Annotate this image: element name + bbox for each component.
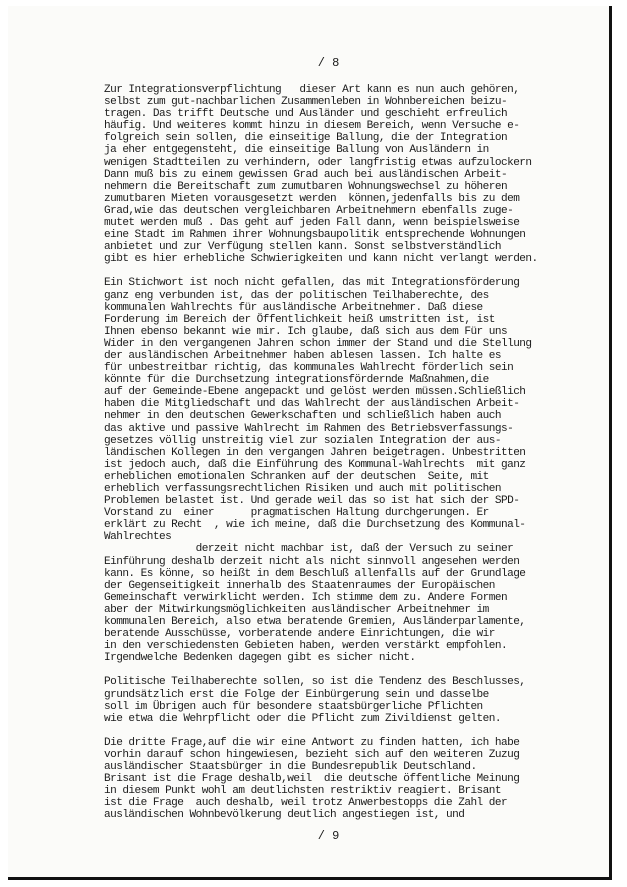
text-line: der ausländischen Arbeitnehmer haben ablesen lassen. Ich halte es bbox=[104, 349, 501, 362]
text-line: wie etwa die Wehrpflicht oder die Pflicht zum Zivildienst gelten. bbox=[104, 712, 501, 725]
text-line: in den verschiedensten Gebieten haben, werden verstärkt empfohlen. bbox=[104, 640, 508, 653]
text-line: kann. Es könne, so heißt in dem Beschluß allenfalls auf der Grundlage bbox=[104, 567, 526, 580]
text-line: kommunalen Bereich, also etwa beratende Gremien, Ausländerparlamente, bbox=[104, 616, 526, 629]
text-line: Zur Integrationsverpflichtung dieser Art kann es nun auch gehören, bbox=[104, 84, 520, 96]
page-number-top: / 8 bbox=[317, 56, 340, 70]
page-number-bottom: / 9 bbox=[317, 829, 340, 843]
text-line: folgreich sein sollen, die einseitige Ballung, die der Integration bbox=[104, 132, 508, 145]
text-line: grundsätzlich erst die Folge der Einbürgerung sein und dasselbe bbox=[104, 688, 489, 701]
paragraph-2 bbox=[104, 277, 609, 664]
paragraph-4 bbox=[104, 737, 609, 822]
text-line: aber der Mitwirkungsmöglichkeiten ausländischer Arbeitnehmer im bbox=[104, 603, 489, 616]
text-line: Wahlrechtes bbox=[104, 531, 172, 544]
text-line: erheblich verfassungsrechtlichen Risiken und auch mit politischen bbox=[104, 483, 501, 495]
text-line: in diesem Punkt wohl am deutlichsten restriktiv reagiert. Brisant bbox=[104, 785, 501, 798]
text-line: ist jedoch auch, daß die Einführung des Kommunal-Wahlrechts mit ganz bbox=[104, 458, 526, 471]
text-line: erheblichen emotionalen Schranken auf der deutschen Seite, mit bbox=[104, 470, 489, 483]
text-line: Irgendwelche Bedenken dagegen gibt es sicher nicht. bbox=[104, 652, 416, 665]
text-line: Forderung im Bereich der Öffentlichkeit heiß umstritten ist, ist bbox=[104, 313, 495, 326]
body-text bbox=[104, 84, 609, 821]
text-line: gibt es hier erhebliche Schwierigkeiten und kann nicht verlangt werden. bbox=[104, 253, 538, 266]
text-line: ausländischer Staatsbürger in die Bundesrepublik Deutschland. bbox=[104, 760, 477, 773]
paragraph-3 bbox=[104, 676, 609, 724]
text-line: Ein Stichwort ist noch nicht gefallen, das mit Integrationsförderung bbox=[104, 277, 520, 290]
text-line: soll im Übrigen auch für besondere staatsbürgerliche Pflichten bbox=[104, 700, 483, 713]
text-line: Grad,wie das deutschen vergleichbaren Arbeitnehmern ebenfalls zuge- bbox=[104, 204, 514, 217]
text-line: Dann muß bis zu einem gewissen Grad auch bei ausländischen Arbeit- bbox=[104, 168, 508, 181]
paragraph-gap bbox=[104, 664, 609, 676]
text-line: haben die Mitgliedschaft und das Wahlrecht der ausländischen Arbeit- bbox=[104, 398, 520, 411]
text-line: Brisant ist die Frage deshalb,weil die deutsche öffentliche Meinung bbox=[104, 773, 520, 786]
text-line: beratende Ausschüsse, vorberatende andere Einrichtungen, die wir bbox=[104, 628, 495, 641]
text-line: ländischen Kollegen in den vergangen Jahren beigetragen. Unbestritten bbox=[104, 446, 526, 459]
text-line: ganz eng verbunden ist, das der politischen Teilhaberechte, des bbox=[104, 289, 489, 302]
text-line: auf der Gemeinde-Ebene angepackt und gelöst werden müssen.Schließlich bbox=[104, 386, 526, 399]
paragraph-gap bbox=[104, 265, 609, 277]
text-line: nehmern die Bereitschaft zum zumutbaren Wohnungswechsel zu höheren bbox=[104, 180, 508, 193]
text-line: derzeit nicht machbar ist, daß der Versuch zu seiner bbox=[104, 543, 514, 556]
text-line: Einführung deshalb derzeit nicht als nicht sinnvoll angesehen werden bbox=[104, 555, 520, 568]
text-line: Gemeinschaft verwirklicht werden. Ich stimme dem zu. Andere Formen bbox=[104, 591, 508, 604]
text-line: Politische Teilhaberechte sollen, so ist die Tendenz des Beschlusses, bbox=[104, 676, 526, 689]
text-line: ausländischen Wohnbevölkerung deutlich angestiegen ist, und bbox=[104, 809, 465, 822]
paragraph-1 bbox=[104, 84, 609, 265]
text-line: häufig. Und weiteres kommt hinzu in diesem Bereich, wenn Versuche e- bbox=[104, 120, 520, 133]
text-line: eine Stadt im Rahmen ihrer Wohnungsbaupolitik entsprechende Wohnungen bbox=[104, 229, 526, 242]
text-line: tragen. Das trifft Deutsche und Ausländer und geschieht erfreulich bbox=[104, 108, 508, 121]
text-line: Die dritte Frage,auf die wir eine Antwort zu finden hatten, ich habe bbox=[104, 736, 520, 749]
text-line: Ihnen ebenso bekannt wie mir. Ich glaube, daß sich aus dem Für uns bbox=[104, 325, 508, 338]
text-line: wenigen Stadtteilen zu verhindern, oder langfristig etwas aufzulockern bbox=[104, 156, 532, 169]
text-line: anbietet und zur Verfügung stellen kann. Sonst selbstverständlich bbox=[104, 241, 501, 254]
text-line: Wider in den vergangenen Jahren schon immer der Stand und die Stellung bbox=[104, 337, 532, 350]
text-line: gesetzes völlig unstreitig viel zur sozialen Integration der aus- bbox=[104, 434, 501, 447]
paragraph-gap bbox=[104, 725, 609, 737]
text-line: vorhin darauf schon hingewiesen, bezieht sich auf den weiteren Zuzug bbox=[104, 748, 520, 761]
text-line: der Gegenseitigkeit innerhalb des Staatenraumes der Europäischen bbox=[104, 579, 495, 592]
text-line: kommunalen Wahlrechts für ausländische Arbeitnehmer. Daß diese bbox=[104, 301, 483, 314]
text-line: Vorstand zu einer pragmatischen Haltung durchgerungen. Er bbox=[104, 507, 489, 520]
text-line: für unbestreitbar richtig, das kommunales Wahlrecht förderlich sein bbox=[104, 362, 514, 375]
text-line: mutet werden muß . Das geht auf jeden Fall dann, wenn beispielsweise bbox=[104, 217, 520, 230]
text-line: selbst zum gut-nachbarlichen Zusammenleben in Wohnbereichen beizu- bbox=[104, 96, 508, 109]
text-line: ja eher entgegensteht, die einseitige Ballung von Ausländern in bbox=[104, 144, 489, 157]
text-line: Problemen belastet ist. Und gerade weil das so ist hat sich der SPD- bbox=[104, 495, 520, 508]
text-line: erklärt zu Recht , wie ich meine, daß die Durchsetzung des Kommunal- bbox=[104, 519, 526, 532]
text-line: zumutbaren Mieten vorausgesetzt werden können,jedenfalls bis zu dem bbox=[104, 192, 520, 205]
text-line: ist die Frage auch deshalb, weil trotz Anwerbestopps die Zahl der bbox=[104, 797, 508, 810]
text-line: nehmer in den deutschen Gewerkschaften und schließlich haben auch bbox=[104, 410, 501, 423]
text-line: das aktive und passive Wahlrecht im Rahmen des Betriebsverfassungs- bbox=[104, 422, 514, 435]
text-line: könnte für die Durchsetzung integrationsfördernde Maßnahmen,die bbox=[104, 374, 489, 387]
document-page bbox=[8, 6, 612, 880]
